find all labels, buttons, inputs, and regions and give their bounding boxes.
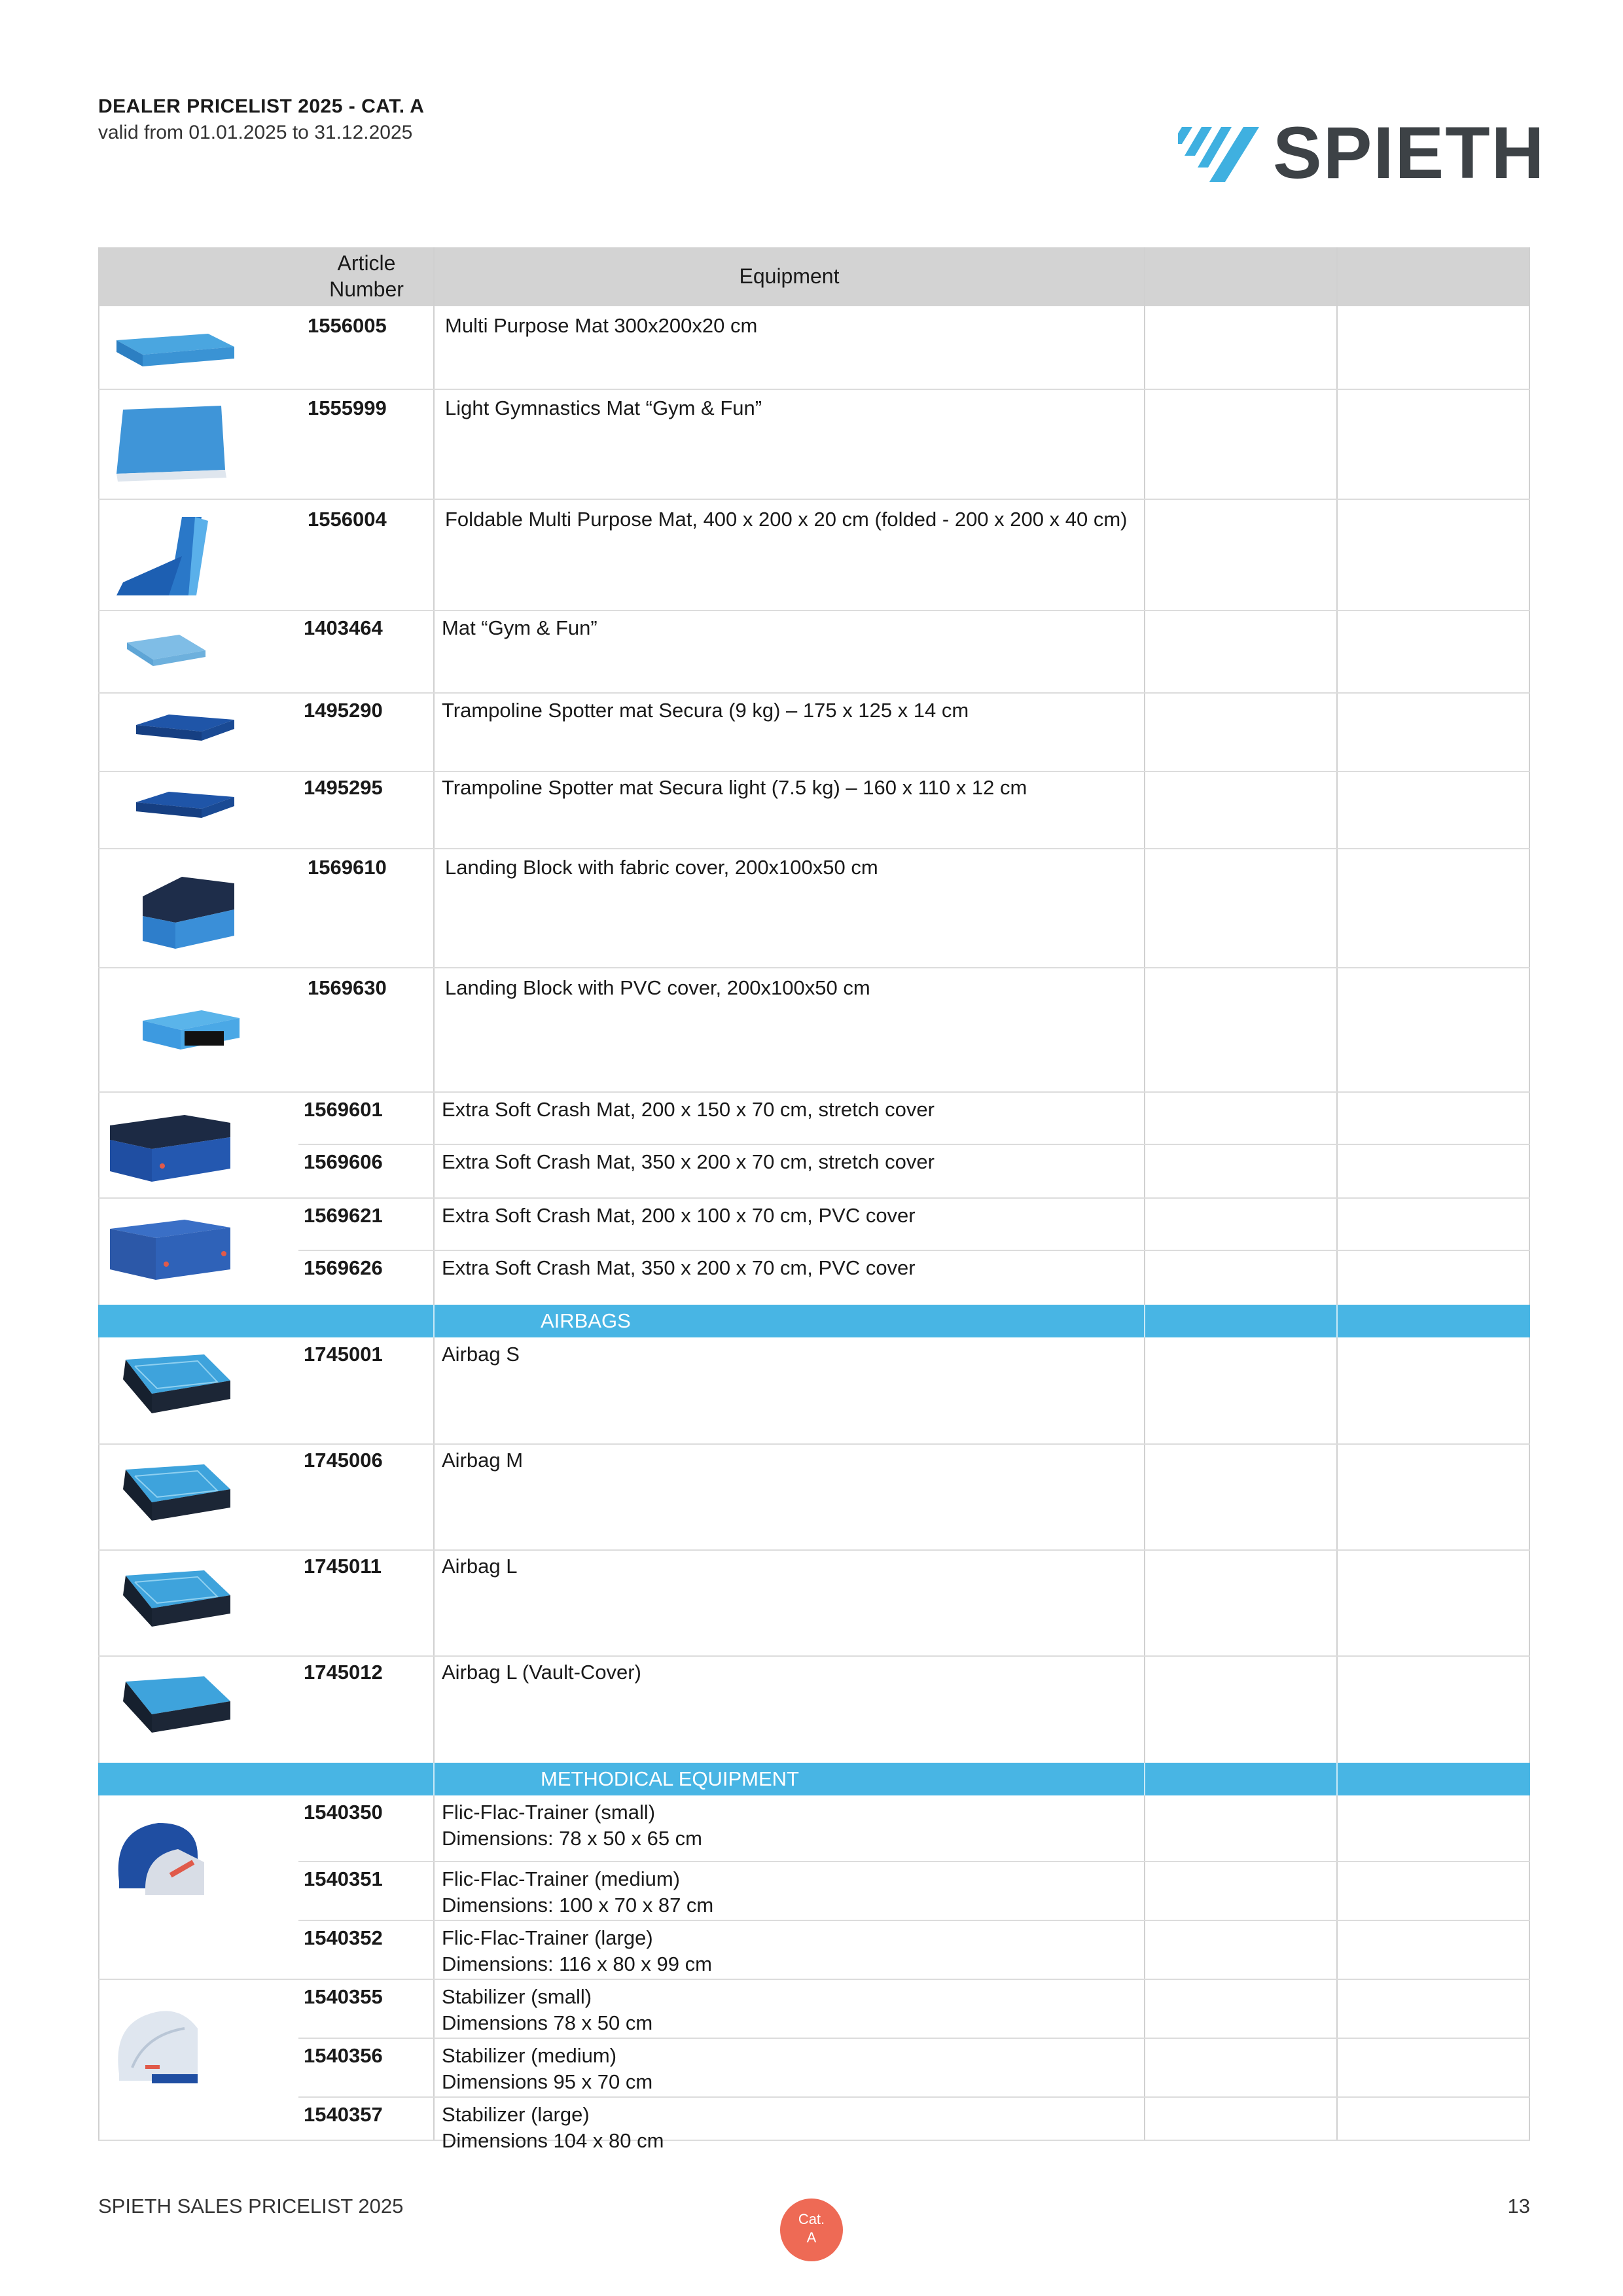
equipment-dimensions: Dimensions 95 x 70 cm [442, 2070, 653, 2093]
airbag-s-image [106, 1348, 237, 1433]
section-label: AIRBAGS [541, 1309, 631, 1332]
category-badge [780, 2199, 843, 2261]
equipment-dimensions: Dimensions 104 x 80 cm [442, 2129, 664, 2152]
footer-title: SPIETH SALES PRICELIST 2025 [98, 2195, 404, 2217]
article-number: 1569606 [304, 1150, 383, 1173]
trampoline-spotter-mat-image [130, 705, 241, 758]
landing-block-pvc-image [136, 995, 241, 1067]
gym-and-fun-mat-image [120, 623, 219, 682]
article-number: 1569621 [304, 1204, 383, 1227]
brand-wordmark: SPIETH [1273, 112, 1546, 194]
equipment-description: Foldable Multi Purpose Mat, 400 x 200 x 20 cm (folded - 200 x 200 x 40 cm) [445, 508, 1128, 531]
column-header-article-line1: Article [337, 251, 396, 275]
foldable-mat-image [110, 510, 241, 602]
airbag-m-image [106, 1455, 237, 1540]
equipment-name: Flic-Flac-Trainer (large) [442, 1926, 653, 1949]
equipment-name: Flic-Flac-Trainer (small) [442, 1801, 656, 1824]
article-number: 1403464 [304, 616, 383, 639]
logo-stripes-icon [1178, 127, 1270, 186]
equipment-description: Multi Purpose Mat 300x200x20 cm [445, 314, 758, 337]
article-number: 1745006 [304, 1449, 383, 1472]
flic-flac-trainer-image [106, 1803, 211, 1908]
light-gymnastics-mat-image [110, 397, 241, 488]
article-number: 1540357 [304, 2103, 383, 2126]
section-header-airbags [98, 1305, 1530, 1337]
article-number: 1569601 [304, 1098, 383, 1121]
equipment-description: Landing Block with fabric cover, 200x100x50 cm [445, 856, 878, 879]
equipment-description: Airbag L (Vault-Cover) [442, 1661, 641, 1684]
airbag-l-vault-cover-image [106, 1667, 237, 1752]
article-number: 1540351 [304, 1867, 383, 1890]
article-number: 1540356 [304, 2044, 383, 2067]
equipment-dimensions: Dimensions 78 x 50 cm [442, 2011, 653, 2034]
validity-period: valid from 01.01.2025 to 31.12.2025 [98, 122, 413, 143]
spieth-logo [1178, 112, 1546, 194]
article-number: 1556005 [308, 314, 387, 337]
airbag-l-image [106, 1561, 237, 1646]
article-number: 1495290 [304, 699, 383, 722]
equipment-description: Airbag L [442, 1555, 518, 1578]
article-number: 1745011 [304, 1555, 382, 1578]
section-header-methodical-equipment [98, 1763, 1530, 1795]
article-number: 1745012 [304, 1661, 383, 1684]
equipment-description: Extra Soft Crash Mat, 200 x 150 x 70 cm, stretch cover [442, 1098, 935, 1121]
equipment-dimensions: Dimensions: 78 x 50 x 65 cm [442, 1827, 703, 1850]
stabilizer-image [106, 1989, 211, 2094]
equipment-name: Stabilizer (medium) [442, 2044, 617, 2067]
trampoline-spotter-mat-light-image [130, 781, 241, 834]
column-header-article-line2: Number [329, 277, 404, 301]
equipment-dimensions: Dimensions: 116 x 80 x 99 cm [442, 1952, 712, 1975]
section-label: METHODICAL EQUIPMENT [541, 1767, 799, 1790]
equipment-description: Extra Soft Crash Mat, 350 x 200 x 70 cm, stretch cover [442, 1150, 935, 1173]
equipment-description: Extra Soft Crash Mat, 350 x 200 x 70 cm, PVC cover [442, 1256, 916, 1279]
category-badge-line2: A [806, 2229, 817, 2246]
article-number: 1556004 [308, 508, 387, 531]
document-title: DEALER PRICELIST 2025 - CAT. A [98, 96, 425, 117]
article-number: 1540352 [304, 1926, 383, 1949]
equipment-dimensions: Dimensions: 100 x 70 x 87 cm [442, 1894, 714, 1916]
equipment-description: Extra Soft Crash Mat, 200 x 100 x 70 cm, PVC cover [442, 1204, 916, 1227]
article-number: 1540355 [304, 1985, 383, 2008]
page-number: 13 [1507, 2195, 1530, 2217]
article-number: 1569626 [304, 1256, 383, 1279]
multi-purpose-mat-image [110, 314, 241, 380]
equipment-description: Airbag M [442, 1449, 524, 1472]
landing-block-fabric-image [136, 864, 241, 955]
article-number: 1495295 [304, 776, 383, 799]
category-badge-line1: Cat. [798, 2211, 825, 2227]
article-number: 1540350 [304, 1801, 383, 1824]
article-number: 1569610 [308, 856, 387, 879]
equipment-description: Light Gymnastics Mat “Gym & Fun” [445, 397, 762, 419]
equipment-description: Mat “Gym & Fun” [442, 616, 597, 639]
equipment-name: Stabilizer (large) [442, 2103, 590, 2126]
article-number: 1555999 [308, 397, 387, 419]
column-header-equipment: Equipment [739, 264, 840, 288]
equipment-name: Stabilizer (small) [442, 1985, 592, 2008]
equipment-description: Airbag S [442, 1343, 520, 1366]
extra-soft-crash-mat-pvc-image [106, 1212, 237, 1297]
extra-soft-crash-mat-stretch-image [106, 1106, 237, 1191]
article-number: 1569630 [308, 976, 387, 999]
equipment-description: Trampoline Spotter mat Secura (9 kg) – 175 x 125 x 14 cm [442, 699, 969, 722]
equipment-description: Trampoline Spotter mat Secura light (7.5 kg) – 160 x 110 x 12 cm [442, 776, 1027, 799]
equipment-description: Landing Block with PVC cover, 200x100x50 cm [445, 976, 870, 999]
equipment-name: Flic-Flac-Trainer (medium) [442, 1867, 680, 1890]
article-number: 1745001 [304, 1343, 383, 1366]
